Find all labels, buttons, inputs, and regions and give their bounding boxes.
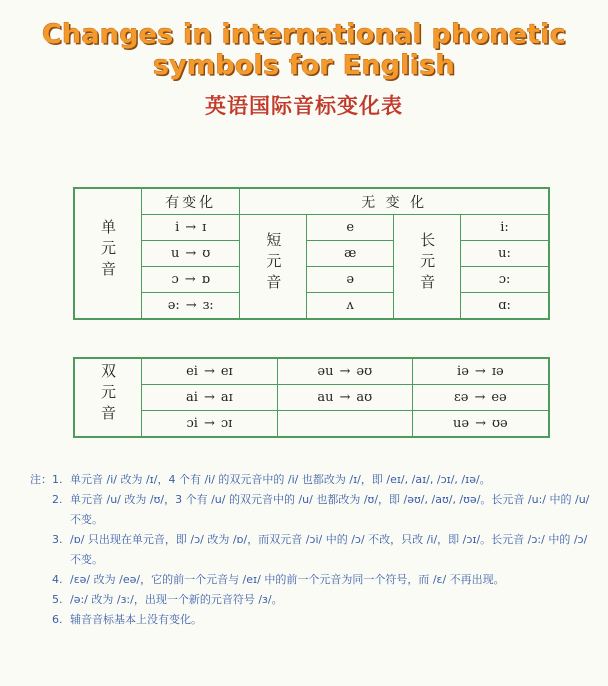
note-item: 注： 1. 单元音 /i/ 改为 /ɪ/，4 个有 /i/ 的双元音中的 /i/ 也都改为 /ɪ/，即 /eɪ/, /aɪ/, /ɔɪ/, /ɪə/。 bbox=[30, 470, 590, 490]
monophthong-label-text: 单元音 bbox=[99, 219, 117, 282]
diphthong-cell: ai → aɪ bbox=[142, 385, 278, 411]
diphthong-cell: əu → əʊ bbox=[277, 358, 412, 385]
changed-header: 有变化 bbox=[142, 188, 240, 215]
diphthong-cell-empty bbox=[277, 411, 412, 438]
mono-changed-cell: u → ʊ bbox=[142, 241, 240, 267]
short-vowel-cell: æ bbox=[307, 241, 394, 267]
title-english-line2: symbols for English bbox=[152, 50, 455, 81]
mono-changed-cell: i → ɪ bbox=[142, 215, 240, 241]
unchanged-header: 无 变 化 bbox=[240, 188, 549, 215]
note-item: 6. 辅音音标基本上没有变化。 bbox=[52, 613, 202, 626]
long-vowel-cell: ɑ: bbox=[461, 293, 549, 320]
diphthong-label bbox=[74, 358, 142, 437]
diphthong-label-text: 双元音 bbox=[99, 363, 117, 426]
diphthong-cell: iə → ɪə bbox=[412, 358, 549, 385]
note-item: 4. /ɛə/ 改为 /eə/，它的前一个元音与 /eɪ/ 中的前一个元音为同一个符号，而 /ɛ/ 不再出现。 bbox=[52, 573, 505, 586]
diphthong-cell: ei → eɪ bbox=[142, 358, 278, 385]
note-item: 2. 单元音 /u/ 改为 /ʊ/，3 个有 /u/ 的双元音中的 /u/ 也都改为 /ʊ/，即 /əʊ/, /aʊ/, /ʊə/。长元音 /u:/ 中的 /u/ 不变。 bbox=[52, 493, 590, 526]
title-chinese: 英语国际音标变化表 bbox=[205, 93, 403, 118]
diphthong-cell: au → aʊ bbox=[277, 385, 412, 411]
short-vowel-cell: ə bbox=[307, 267, 394, 293]
notes-section bbox=[30, 470, 590, 630]
note-item: 5. /ə:/ 改为 /ɜ:/，出现一个新的元音符号 /ɜ/。 bbox=[52, 593, 283, 606]
monophthong-label bbox=[74, 188, 142, 319]
diphthong-cell: uə → ʊə bbox=[412, 411, 549, 438]
monophthong-table bbox=[73, 187, 550, 320]
notes-prefix: 注： bbox=[30, 473, 52, 486]
long-vowel-cell: i: bbox=[461, 215, 549, 241]
diphthong-table bbox=[73, 357, 550, 438]
mono-changed-cell: ə: → ɜ: bbox=[142, 293, 240, 320]
short-vowel-cell: e bbox=[307, 215, 394, 241]
short-vowel-label-text: 短元音 bbox=[264, 232, 283, 295]
mono-changed-cell: ɔ → ɒ bbox=[142, 267, 240, 293]
diphthong-cell: ɛə → eə bbox=[412, 385, 549, 411]
long-vowel-label bbox=[394, 215, 461, 320]
note-item: 3. /ɒ/ 只出现在单元音，即 /ɔ/ 改为 /ɒ/，而双元音 /ɔi/ 中的 /ɔ/ 不改，只改 /i/，即 /ɔɪ/。长元音 /ɔ:/ 中的 /ɔ/ 不变。 bbox=[52, 533, 588, 566]
long-vowel-label-text: 长元音 bbox=[418, 232, 437, 295]
diphthong-cell: ɔi → ɔɪ bbox=[142, 411, 278, 438]
title-english-line1: Changes in international phonetic bbox=[41, 19, 567, 50]
short-vowel-cell: ʌ bbox=[307, 293, 394, 320]
long-vowel-cell: u: bbox=[461, 241, 549, 267]
long-vowel-cell: ɔ: bbox=[461, 267, 549, 293]
short-vowel-label bbox=[240, 215, 307, 320]
